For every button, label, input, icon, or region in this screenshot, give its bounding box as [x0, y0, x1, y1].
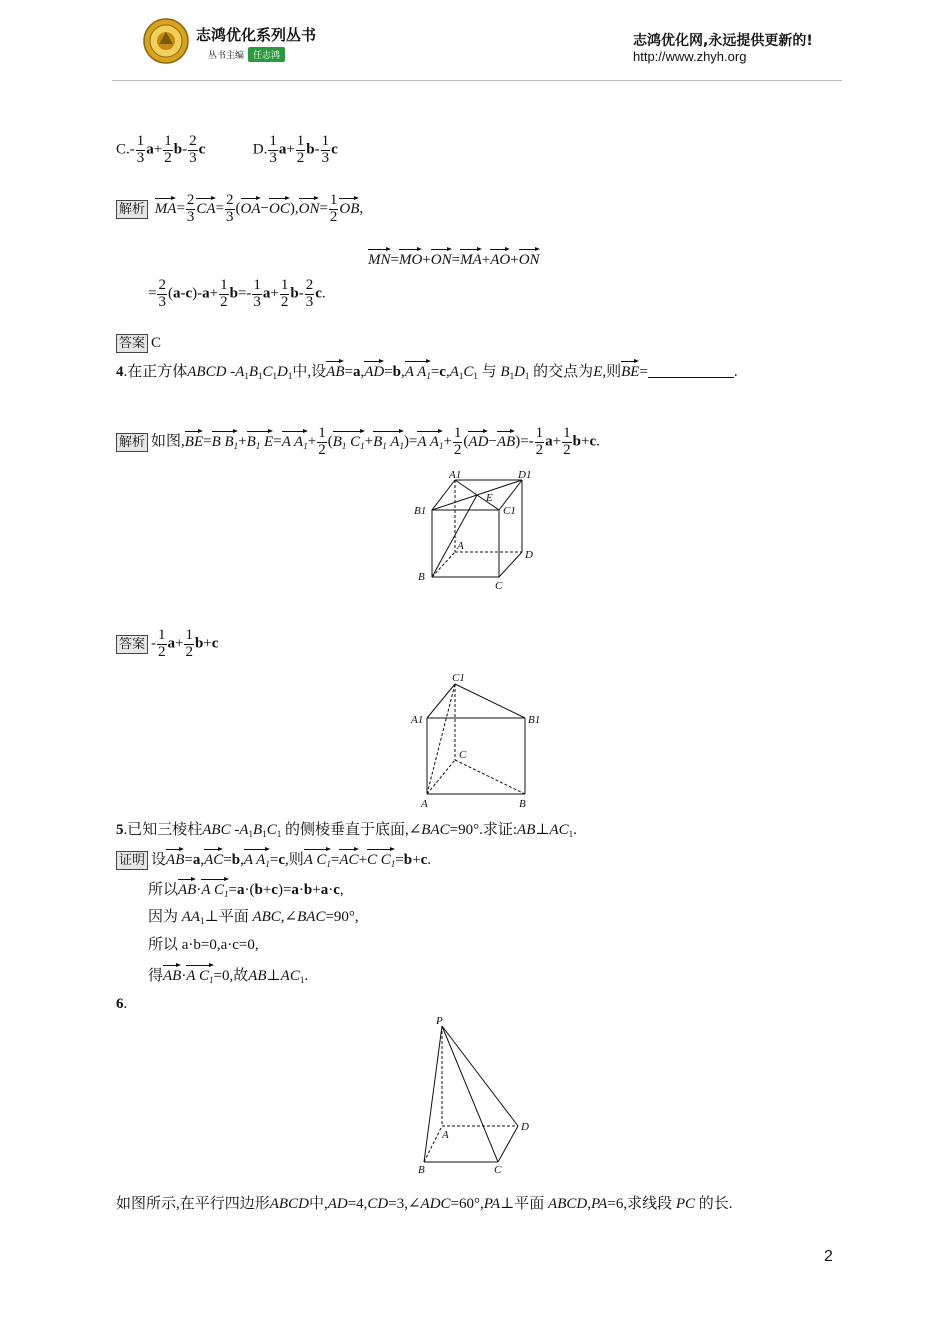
q5-proof-line5: 得AB·A $C_1=0$,故$AB\perp AC_1$.: [148, 962, 308, 990]
header-divider: [112, 80, 842, 81]
proof-label: 证明: [116, 851, 148, 870]
answer-label: 答案: [116, 334, 148, 353]
q6-stem: 如图所示,在平行四边形ABCD中,AD=4,CD=3,∠ADC=60°,PA⊥平面 ABCD,PA=6,求线段 PC 的长.: [116, 1196, 733, 1212]
label-d1: D1: [518, 470, 532, 481]
answer-blank: [648, 363, 734, 378]
q4-stem: 4.在正方体ABCD $-A_1B_1C_1D_1$中,设AB=a,AD=b,A $A_1=c,A_1C_1$ 与 $B_1D_1$ 的交点为E,则BE= .: [116, 358, 738, 386]
page-number: 2: [824, 1248, 833, 1265]
option-c-label: C.-: [116, 141, 135, 158]
prism-figure: [405, 668, 545, 812]
label-b1: B1: [528, 714, 541, 726]
q3-answer: [116, 333, 161, 353]
q5-proof-line2: 所以AB·A $C_1=a\cdot(b+c)=a\cdot b+a\cdot c$,: [148, 876, 344, 902]
q4-analysis: 解析 如图,BE=B $B_1+B_1$ E=A $A_1+$ $\frac{1}{2}$ ($B_1$ $C_1+B_1$ $A_1)=A$ $A_1+$ $\frac{1}{2}$ (AD−AB)=- $\frac{1}{2}$ a+ $\frac{1}{2}$ b+c.: [116, 426, 600, 459]
q5-stem: 5.已知三棱柱ABC $-A_1B_1C_1$ 的侧棱垂直于底面,∠BAC=90°.求证$:AB\perp AC_1$.: [116, 822, 577, 839]
option-d-label: D.: [252, 141, 268, 158]
q5-proof-line4: 所以 a·b=0,a·c=0,: [148, 937, 259, 953]
label-b1: B1: [414, 505, 427, 517]
pyramid-figure: [410, 1012, 540, 1178]
label-a: A: [421, 798, 428, 810]
label-a1: A1: [411, 714, 424, 726]
q3-answer-value: C: [151, 335, 162, 351]
label-c1: C1: [503, 505, 516, 517]
answer-label: 答案: [116, 635, 148, 654]
analysis-label: 解析: [116, 433, 148, 452]
q4-answer: 答案 - $\frac{1}{2}$ a+ $\frac{1}{2}$ b+c: [116, 628, 218, 661]
label-e: E: [486, 492, 493, 504]
label-b: B: [418, 1164, 425, 1176]
label-b: B: [519, 798, 526, 810]
label-c1: C1: [452, 672, 465, 684]
label-a1: A1: [449, 470, 462, 481]
site-url[interactable]: http://www.zhyh.org: [633, 49, 747, 64]
analysis-label: 解析: [116, 200, 148, 219]
q5-proof-line1: 证明 设AB=a,AC=b,A $A_1=c$,则A $C_1=AC+C$ $C_1=b+c$.: [116, 846, 431, 872]
label-b: B: [418, 571, 425, 583]
label-p: P: [436, 1015, 443, 1027]
q3-analysis-line1: 解析 MA= $\frac{2}{3}$ CA= $\frac{2}{3}$ (OA−OC),ON= $\frac{1}{2}$ OB,: [116, 193, 363, 226]
q3-analysis-line2: MN=MO+ON=MA+AO+ON: [368, 246, 540, 270]
q5-proof-line3: 因为 $AA_1\perp$平面 ABC,∠BAC=90°,: [148, 909, 359, 926]
label-d: D: [525, 549, 533, 561]
series-title: 志鸿优化系列丛书: [196, 26, 317, 44]
label-c: C: [459, 749, 467, 761]
label-d: D: [521, 1121, 529, 1133]
editor-label: 丛书主编: [208, 51, 245, 61]
round-seal-logo-icon: [143, 18, 189, 64]
q3-options: C.- $\frac{1}{3}$ a+ $\frac{1}{2}$ b- $\frac{2}{3}$ c D. $\frac{1}{3}$ a+ $\frac{1}{2}$ b- $\frac{1}{3}$ c: [116, 133, 338, 166]
label-a: A: [442, 1129, 449, 1141]
cube-front-face: [432, 510, 499, 577]
label-c: C: [495, 580, 503, 592]
editor-name: 任志鸿: [248, 47, 285, 62]
label-c: C: [494, 1164, 502, 1176]
q6-number: 6.: [116, 996, 128, 1012]
header: [0, 0, 950, 82]
cube-figure: [410, 470, 540, 592]
q3-analysis-line3: = $\frac{2}{3}$ (a-c)-a+ $\frac{1}{2}$ b=- $\frac{1}{3}$ a+ $\frac{1}{2}$ b- $\frac{2}{3}$ c.: [148, 277, 326, 310]
label-a: A: [457, 540, 464, 552]
slogan: 志鸿优化网,永远提供更新的!: [633, 33, 813, 49]
